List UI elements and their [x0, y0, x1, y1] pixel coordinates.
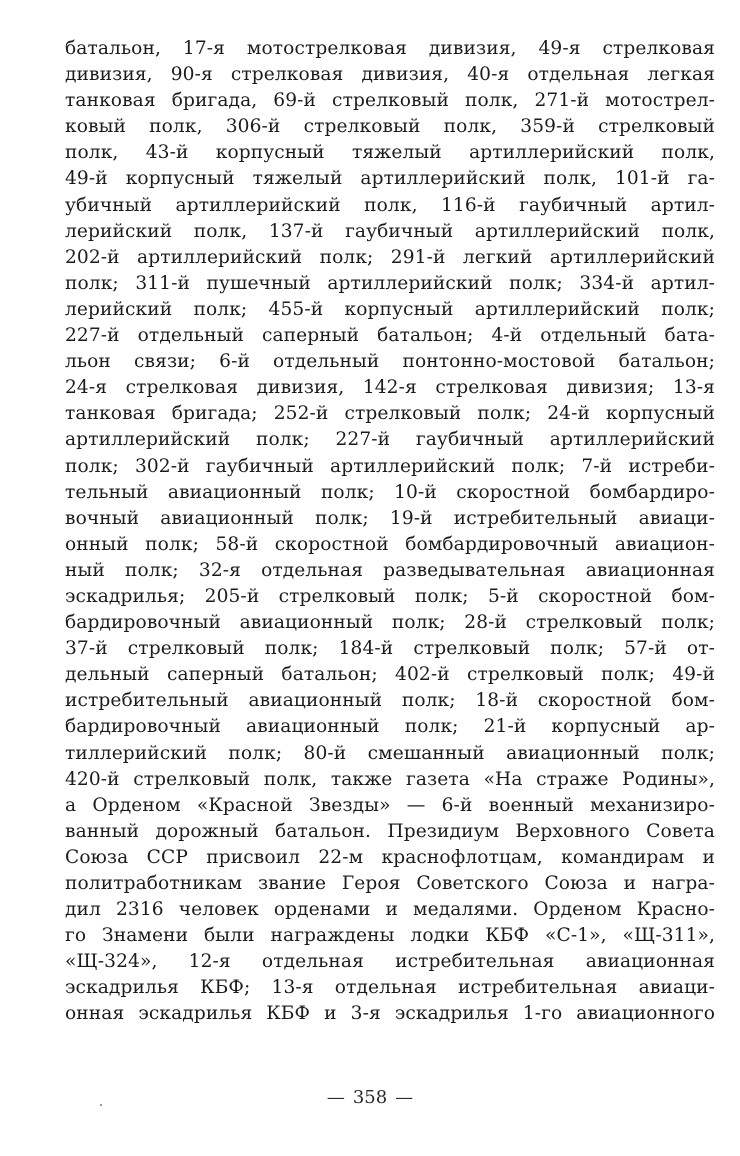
text-line: лерийский полк, 137-й гаубичный артиллерийский полк,	[65, 220, 715, 242]
text-line: артиллерийский полк; 227-й гаубичный артиллерийский	[65, 429, 715, 451]
text-line: дивизия, 90-я стрелковая дивизия, 40-я отдельная легкая	[65, 64, 715, 86]
text-line: полк; 302-й гаубичный артиллерийский полк; 7-й истреби-	[65, 455, 715, 477]
text-line: тиллерийский полк; 80-й смешанный авиационный полк;	[65, 742, 715, 764]
text-line: 202-й артиллерийский полк; 291-й легкий артиллерийский	[65, 246, 715, 268]
text-line: ковый полк, 306-й стрелковый полк, 359-й стрелковый	[65, 116, 715, 138]
text-line: 37-й стрелковый полк; 184-й стрелковый полк; 57-й от-	[65, 638, 715, 660]
page-footer	[0, 1087, 740, 1109]
text-line: батальон, 17-я мотострелковая дивизия, 49-я стрелковая	[65, 38, 715, 59]
text-line: полк, 43-й корпусный тяжелый артиллерийский полк,	[65, 142, 715, 164]
text-line: вочный авиационный полк; 19-й истребительный авиаци-	[65, 507, 715, 529]
text-line: го Знамени были награждены лодки КБФ «С-1», «Щ-311»,	[65, 925, 715, 947]
body-text	[65, 36, 715, 1028]
text-line: 24-я стрелковая дивизия, 142-я стрелковая дивизия; 13-я	[65, 377, 715, 399]
text-line: убичный артиллерийский полк, 116-й гаубичный артил-	[65, 194, 715, 216]
text-line: полк; 311-й пушечный артиллерийский полк; 334-й артил-	[65, 272, 715, 294]
text-line: лерийский полк; 455-й корпусный артиллерийский полк;	[65, 298, 715, 320]
text-line: политработникам звание Героя Советского Союза и награ-	[65, 873, 715, 894]
text-line: 49-й корпусный тяжелый артиллерийский полк, 101-й га-	[65, 168, 715, 190]
text-line: бардировочный авиационный полк; 21-й корпусный ар-	[65, 716, 715, 738]
text-line: дельный саперный батальон; 402-й стрелковый полк; 49-й	[65, 664, 715, 686]
text-line: эскадрилья; 205-й стрелковый полк; 5-й скоростной бом-	[65, 585, 715, 607]
text-line: ный полк; 32-я отдельная разведывательная авиационная	[65, 559, 715, 581]
text-line: эскадрилья КБФ; 13-я отдельная истребительная авиаци-	[65, 977, 715, 999]
text-line: 227-й отдельный саперный батальон; 4-й отдельный бата-	[65, 325, 715, 347]
text-line: танковая бригада; 252-й стрелковый полк; 24-й корпусный	[65, 403, 715, 425]
text-line: тельный авиационный полк; 10-й скоростной бомбардиро-	[65, 481, 715, 503]
text-line: льон связи; 6-й отдельный понтонно-мостовой батальон;	[65, 351, 715, 373]
text-line: истребительный авиационный полк; 18-й скоростной бом-	[65, 690, 715, 712]
page-number-dash-right: —	[395, 1087, 414, 1108]
text-line: Союза ССР присвоил 22-м краснофлотцам, командирам и	[65, 846, 715, 868]
text-line: онный полк; 58-й скоростной бомбардировочный авиацион-	[65, 533, 715, 555]
text-line: ванный дорожный батальон. Президиум Верховного Совета	[65, 820, 715, 842]
text-line: 420-й стрелковый полк, также газета «На страже Родины»,	[65, 768, 715, 790]
page-number-dash-left: —	[326, 1087, 345, 1108]
text-line: бардировочный авиационный полк; 28-й стрелковый полк;	[65, 612, 715, 634]
text-line: а Орденом «Красной Звезды» — 6-й военный механизиро-	[65, 794, 715, 816]
text-line: дил 2316 человек орденами и медалями. Орденом Красно-	[65, 899, 715, 921]
text-line: танковая бригада, 69-й стрелковый полк, 271-й мотострел-	[65, 90, 715, 112]
text-line: онная эскадрилья КБФ и 3-я эскадрилья 1-го авиационного	[65, 1003, 715, 1025]
text-line: «Щ-324», 12-я отдельная истребительная авиационная	[65, 951, 715, 973]
page-number: 358	[352, 1087, 388, 1108]
